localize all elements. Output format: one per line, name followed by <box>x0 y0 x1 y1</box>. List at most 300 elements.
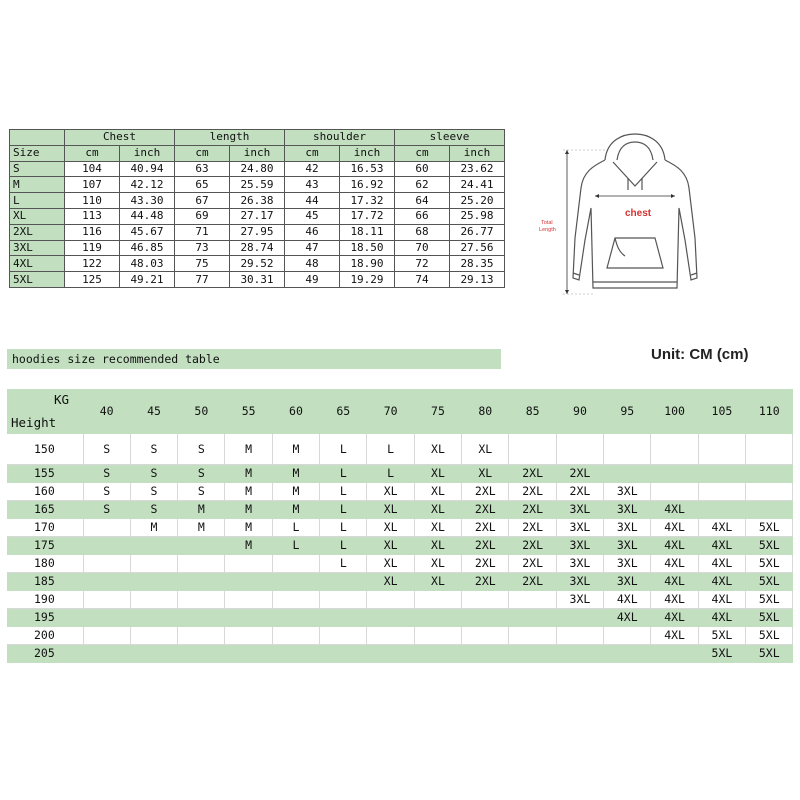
measurement-cell: 48.03 <box>120 256 175 272</box>
size-recommendation-cell: 4XL <box>698 537 745 555</box>
measurement-cell: 48 <box>285 256 340 272</box>
measurement-cell: 72 <box>395 256 450 272</box>
size-recommendation-cell <box>651 465 698 483</box>
size-recommendation-cell: L <box>320 519 367 537</box>
size-recommendation-cell <box>225 591 272 609</box>
size-recommendation-cell <box>272 609 319 627</box>
size-recommendation-cell <box>83 519 130 537</box>
size-recommendation-cell: 3XL <box>556 501 603 519</box>
weight-header-row <box>7 389 793 434</box>
measurement-cell: 75 <box>175 256 230 272</box>
size-recommendation-cell <box>414 645 461 663</box>
measurement-cell: 27.17 <box>230 208 285 224</box>
measurement-cell: 26.77 <box>450 224 505 240</box>
weight-header: 60 <box>272 389 319 434</box>
measurement-cell: 44 <box>285 193 340 209</box>
weight-header: 80 <box>462 389 509 434</box>
size-recommendation-cell: M <box>225 434 272 465</box>
table-row <box>10 240 505 256</box>
size-recommendation-cell <box>178 537 225 555</box>
size-recommendation-cell: 5XL <box>746 555 793 573</box>
size-recommendation-cell: 3XL <box>556 573 603 591</box>
measurement-cell: 28.35 <box>450 256 505 272</box>
unit-header: inch <box>230 145 285 161</box>
size-recommendation-cell: L <box>320 537 367 555</box>
measurement-cell: 28.74 <box>230 240 285 256</box>
kg-label: KG <box>54 392 70 407</box>
measurement-cell: 18.90 <box>340 256 395 272</box>
size-recommendation-cell: 3XL <box>556 519 603 537</box>
size-recommendation-cell: M <box>272 434 319 465</box>
size-recommendation-cell <box>414 609 461 627</box>
table-row <box>10 177 505 193</box>
size-recommendation-cell: L <box>367 465 414 483</box>
measurement-cell: 16.53 <box>340 161 395 177</box>
size-recommendation-cell: M <box>178 519 225 537</box>
size-recommendation-cell: 5XL <box>746 519 793 537</box>
height-cell: 175 <box>7 537 83 555</box>
measurement-cell: 17.32 <box>340 193 395 209</box>
size-recommendation-cell: L <box>367 434 414 465</box>
total-length-label-2: Length <box>539 227 556 233</box>
size-recommendation-cell: 5XL <box>698 645 745 663</box>
size-recommendation-cell <box>83 645 130 663</box>
size-recommendation-cell <box>83 573 130 591</box>
size-recommendation-cell: S <box>83 501 130 519</box>
size-recommendation-cell: 2XL <box>462 501 509 519</box>
size-recommendation-cell: M <box>272 501 319 519</box>
size-recommendation-cell: M <box>272 465 319 483</box>
size-recommendation-cell: 2XL <box>509 465 556 483</box>
table-row <box>10 193 505 209</box>
size-recommendation-cell <box>604 434 651 465</box>
measurement-cell: 19.29 <box>340 272 395 288</box>
weight-header: 50 <box>178 389 225 434</box>
measurement-cell: 24.80 <box>230 161 285 177</box>
measurement-cell: 23.62 <box>450 161 505 177</box>
size-recommendation-cell: S <box>83 483 130 501</box>
measurement-cell: 40.94 <box>120 161 175 177</box>
measurement-cell: 18.11 <box>340 224 395 240</box>
size-recommendation-cell: 2XL <box>556 465 603 483</box>
table-row <box>7 483 793 501</box>
size-recommendation-cell: S <box>130 483 177 501</box>
size-recommendation-cell: L <box>320 555 367 573</box>
height-cell: 180 <box>7 555 83 573</box>
size-recommendation-cell: 3XL <box>556 555 603 573</box>
size-recommendation-cell <box>83 627 130 645</box>
size-recommendation-cell <box>414 627 461 645</box>
size-recommendation-cell: XL <box>367 555 414 573</box>
size-recommendation-cell: L <box>320 483 367 501</box>
size-recommendation-cell: 4XL <box>698 555 745 573</box>
size-recommendation-cell: M <box>225 537 272 555</box>
height-cell: 195 <box>7 609 83 627</box>
measurement-cell: 25.98 <box>450 208 505 224</box>
size-recommendation-cell: XL <box>414 483 461 501</box>
measurement-cell: 45 <box>285 208 340 224</box>
size-recommendation-cell: 2XL <box>509 555 556 573</box>
table-row <box>7 627 793 645</box>
size-recommendation-cell: M <box>130 519 177 537</box>
size-recommendation-cell <box>272 555 319 573</box>
size-recommendation-cell <box>698 434 745 465</box>
size-recommendation-cell <box>83 609 130 627</box>
size-recommendation-cell: 2XL <box>462 573 509 591</box>
unit-header: cm <box>175 145 230 161</box>
size-recommendation-cell: 2XL <box>462 519 509 537</box>
size-recommendation-cell: XL <box>367 537 414 555</box>
size-recommendation-cell <box>130 555 177 573</box>
size-recommendation-cell: 3XL <box>556 537 603 555</box>
size-recommendation-cell <box>509 591 556 609</box>
size-header: Size <box>10 145 65 161</box>
size-recommendation-cell <box>178 645 225 663</box>
weight-header: 85 <box>509 389 556 434</box>
measurement-cell: 46 <box>285 224 340 240</box>
size-recommendation-cell <box>178 591 225 609</box>
table-row <box>7 537 793 555</box>
weight-header: 45 <box>130 389 177 434</box>
measurement-cell: 116 <box>65 224 120 240</box>
measure-group-header: shoulder <box>285 130 395 146</box>
size-recommendation-cell: L <box>272 519 319 537</box>
size-recommendation-cell: 2XL <box>462 555 509 573</box>
size-recommendation-cell <box>746 483 793 501</box>
table-row <box>10 208 505 224</box>
measurement-cell: 63 <box>175 161 230 177</box>
size-recommendation-cell: XL <box>414 573 461 591</box>
size-cell: 5XL <box>10 272 65 288</box>
unit-header: cm <box>285 145 340 161</box>
size-recommendation-cell <box>509 609 556 627</box>
measurement-cell: 43 <box>285 177 340 193</box>
measurement-cell: 77 <box>175 272 230 288</box>
size-recommendation-cell <box>604 465 651 483</box>
size-recommendation-cell <box>83 537 130 555</box>
size-recommendation-cell: 5XL <box>746 609 793 627</box>
table-row <box>7 555 793 573</box>
size-recommendation-cell: 5XL <box>746 537 793 555</box>
size-recommendation-cell: S <box>130 434 177 465</box>
table-row <box>7 573 793 591</box>
size-recommendation-cell <box>556 645 603 663</box>
recommended-table-title: hoodies size recommended table <box>12 352 220 366</box>
size-recommendation-cell: 3XL <box>604 483 651 501</box>
size-recommendation-cell: 3XL <box>604 537 651 555</box>
weight-header: 90 <box>556 389 603 434</box>
size-recommendation-cell: 3XL <box>604 519 651 537</box>
measurement-cell: 18.50 <box>340 240 395 256</box>
measurement-cell: 104 <box>65 161 120 177</box>
size-recommendation-cell <box>83 591 130 609</box>
table-row <box>7 519 793 537</box>
measurement-cell: 113 <box>65 208 120 224</box>
measurement-cell: 29.52 <box>230 256 285 272</box>
size-recommendation-cell: L <box>272 537 319 555</box>
size-cell: L <box>10 193 65 209</box>
header-blank-cell <box>10 130 65 146</box>
size-recommendation-cell <box>367 609 414 627</box>
height-cell: 155 <box>7 465 83 483</box>
size-table-group-header <box>10 130 505 146</box>
size-recommendation-cell <box>178 555 225 573</box>
height-cell: 170 <box>7 519 83 537</box>
measurement-cell: 45.67 <box>120 224 175 240</box>
size-recommendation-cell: 2XL <box>462 537 509 555</box>
size-recommendation-cell <box>746 501 793 519</box>
size-chart-table <box>9 129 505 288</box>
size-recommendation-cell <box>178 573 225 591</box>
size-recommendation-cell <box>462 627 509 645</box>
size-recommendation-cell: S <box>178 483 225 501</box>
size-recommendation-cell: 3XL <box>604 555 651 573</box>
weight-header: 110 <box>746 389 793 434</box>
size-recommendation-cell: 2XL <box>509 483 556 501</box>
size-cell: 3XL <box>10 240 65 256</box>
size-table-unit-header <box>10 145 505 161</box>
size-recommendation-cell: S <box>130 501 177 519</box>
chest-label: chest <box>625 208 652 219</box>
size-recommendation-cell: M <box>225 483 272 501</box>
size-recommendation-cell <box>556 609 603 627</box>
size-recommendation-cell: XL <box>462 434 509 465</box>
size-recommendation-cell: 5XL <box>746 645 793 663</box>
unit-label: Unit: CM (cm) <box>651 346 749 363</box>
size-recommendation-cell <box>130 573 177 591</box>
size-recommendation-cell <box>367 645 414 663</box>
height-cell: 160 <box>7 483 83 501</box>
table-row <box>7 465 793 483</box>
size-recommendation-cell: M <box>178 501 225 519</box>
size-recommendation-cell <box>698 501 745 519</box>
size-recommendation-cell: 5XL <box>746 591 793 609</box>
size-recommendation-cell: M <box>272 483 319 501</box>
size-recommendation-cell: M <box>225 465 272 483</box>
measurement-cell: 68 <box>395 224 450 240</box>
size-recommendation-cell: 5XL <box>698 627 745 645</box>
measurement-cell: 24.41 <box>450 177 505 193</box>
weight-header: 40 <box>83 389 130 434</box>
size-recommendation-cell: 4XL <box>698 609 745 627</box>
size-recommendation-cell <box>462 591 509 609</box>
size-recommendation-cell: XL <box>462 465 509 483</box>
size-cell: 2XL <box>10 224 65 240</box>
size-recommendation-cell: 2XL <box>462 483 509 501</box>
height-label: Height <box>11 415 57 430</box>
size-recommendation-cell: L <box>320 465 367 483</box>
size-recommendation-cell <box>320 645 367 663</box>
size-recommendation-cell: XL <box>367 519 414 537</box>
measurement-cell: 43.30 <box>120 193 175 209</box>
table-row <box>10 224 505 240</box>
size-recommendation-cell <box>272 591 319 609</box>
measurement-cell: 42.12 <box>120 177 175 193</box>
size-cell: 4XL <box>10 256 65 272</box>
size-recommendation-cell: S <box>130 465 177 483</box>
measurement-cell: 27.95 <box>230 224 285 240</box>
height-cell: 205 <box>7 645 83 663</box>
size-recommendation-cell: 2XL <box>556 483 603 501</box>
measurement-cell: 70 <box>395 240 450 256</box>
measurement-cell: 125 <box>65 272 120 288</box>
measurement-cell: 64 <box>395 193 450 209</box>
recommended-size-table <box>7 389 793 663</box>
size-recommendation-cell <box>509 645 556 663</box>
height-cell: 150 <box>7 434 83 465</box>
size-recommendation-cell: 4XL <box>651 609 698 627</box>
size-recommendation-cell <box>462 609 509 627</box>
size-recommendation-cell <box>651 645 698 663</box>
size-recommendation-cell <box>130 537 177 555</box>
size-recommendation-cell: 4XL <box>651 537 698 555</box>
size-recommendation-cell <box>746 434 793 465</box>
size-recommendation-cell <box>130 609 177 627</box>
size-recommendation-cell <box>225 609 272 627</box>
size-recommendation-cell: L <box>320 434 367 465</box>
size-recommendation-cell: S <box>178 465 225 483</box>
hoodie-illustration <box>535 128 735 303</box>
size-recommendation-cell: 4XL <box>698 591 745 609</box>
size-recommendation-cell <box>367 591 414 609</box>
size-recommendation-cell: S <box>83 434 130 465</box>
size-recommendation-cell <box>225 555 272 573</box>
size-recommendation-cell <box>130 591 177 609</box>
size-recommendation-cell <box>698 465 745 483</box>
measurement-cell: 110 <box>65 193 120 209</box>
size-recommendation-cell <box>272 627 319 645</box>
measurement-cell: 49.21 <box>120 272 175 288</box>
weight-header: 55 <box>225 389 272 434</box>
size-recommendation-cell <box>272 573 319 591</box>
measurement-cell: 60 <box>395 161 450 177</box>
unit-header: inch <box>120 145 175 161</box>
size-recommendation-cell <box>509 434 556 465</box>
measurement-cell: 25.20 <box>450 193 505 209</box>
measurement-cell: 65 <box>175 177 230 193</box>
size-recommendation-cell: 4XL <box>651 519 698 537</box>
measurement-cell: 29.13 <box>450 272 505 288</box>
measurement-cell: 47 <box>285 240 340 256</box>
weight-header: 75 <box>414 389 461 434</box>
size-recommendation-cell: 3XL <box>604 573 651 591</box>
weight-header: 70 <box>367 389 414 434</box>
size-recommendation-cell: XL <box>367 501 414 519</box>
size-recommendation-cell <box>178 627 225 645</box>
size-recommendation-cell <box>556 627 603 645</box>
measurement-cell: 16.92 <box>340 177 395 193</box>
measurement-cell: 17.72 <box>340 208 395 224</box>
measurement-cell: 30.31 <box>230 272 285 288</box>
measure-group-header: Chest <box>65 130 175 146</box>
measurement-cell: 107 <box>65 177 120 193</box>
size-recommendation-cell: 2XL <box>509 573 556 591</box>
table-row <box>7 645 793 663</box>
measurement-cell: 25.59 <box>230 177 285 193</box>
measurement-cell: 73 <box>175 240 230 256</box>
size-recommendation-cell: XL <box>367 573 414 591</box>
size-recommendation-cell <box>414 591 461 609</box>
measure-group-header: sleeve <box>395 130 505 146</box>
measurement-cell: 42 <box>285 161 340 177</box>
size-recommendation-cell: 4XL <box>651 573 698 591</box>
weight-header: 95 <box>604 389 651 434</box>
height-cell: 165 <box>7 501 83 519</box>
table-row <box>10 161 505 177</box>
table-row <box>7 609 793 627</box>
size-recommendation-cell <box>225 627 272 645</box>
size-recommendation-cell: 4XL <box>651 591 698 609</box>
height-cell: 200 <box>7 627 83 645</box>
size-recommendation-cell: 4XL <box>604 609 651 627</box>
measurement-cell: 26.38 <box>230 193 285 209</box>
weight-header: 65 <box>320 389 367 434</box>
size-recommendation-cell: XL <box>367 483 414 501</box>
measurement-cell: 49 <box>285 272 340 288</box>
table-row <box>10 272 505 288</box>
size-recommendation-cell <box>83 555 130 573</box>
size-recommendation-cell: 3XL <box>604 501 651 519</box>
measurement-cell: 74 <box>395 272 450 288</box>
size-recommendation-cell <box>225 645 272 663</box>
size-recommendation-cell: 5XL <box>746 627 793 645</box>
size-recommendation-cell: 2XL <box>509 519 556 537</box>
height-cell: 190 <box>7 591 83 609</box>
size-recommendation-cell <box>746 465 793 483</box>
size-recommendation-cell <box>320 627 367 645</box>
size-recommendation-cell: XL <box>414 555 461 573</box>
unit-header: inch <box>450 145 505 161</box>
measurement-cell: 27.56 <box>450 240 505 256</box>
measurement-cell: 44.48 <box>120 208 175 224</box>
size-recommendation-cell: 4XL <box>651 501 698 519</box>
size-recommendation-cell <box>698 483 745 501</box>
measure-group-header: length <box>175 130 285 146</box>
weight-header: 100 <box>651 389 698 434</box>
size-recommendation-cell <box>225 573 272 591</box>
measurement-cell: 69 <box>175 208 230 224</box>
size-recommendation-cell <box>651 483 698 501</box>
size-recommendation-cell: 2XL <box>509 537 556 555</box>
size-recommendation-cell: XL <box>414 465 461 483</box>
size-recommendation-cell <box>462 645 509 663</box>
corner-cell <box>7 389 83 434</box>
size-recommendation-cell: M <box>225 501 272 519</box>
size-recommendation-cell: 3XL <box>556 591 603 609</box>
size-recommendation-cell: S <box>178 434 225 465</box>
size-recommendation-cell: 2XL <box>509 501 556 519</box>
size-recommendation-cell <box>556 434 603 465</box>
unit-header: cm <box>65 145 120 161</box>
size-cell: XL <box>10 208 65 224</box>
size-recommendation-cell <box>509 627 556 645</box>
size-recommendation-cell <box>604 645 651 663</box>
unit-header: cm <box>395 145 450 161</box>
size-recommendation-cell <box>178 609 225 627</box>
measurement-cell: 119 <box>65 240 120 256</box>
weight-header: 105 <box>698 389 745 434</box>
measurement-cell: 46.85 <box>120 240 175 256</box>
size-recommendation-cell: L <box>320 501 367 519</box>
measurement-cell: 67 <box>175 193 230 209</box>
size-recommendation-cell <box>604 627 651 645</box>
table-row <box>7 434 793 465</box>
size-recommendation-cell <box>651 434 698 465</box>
size-recommendation-cell: 4XL <box>651 627 698 645</box>
measurement-cell: 71 <box>175 224 230 240</box>
size-recommendation-cell <box>320 609 367 627</box>
size-cell: S <box>10 161 65 177</box>
